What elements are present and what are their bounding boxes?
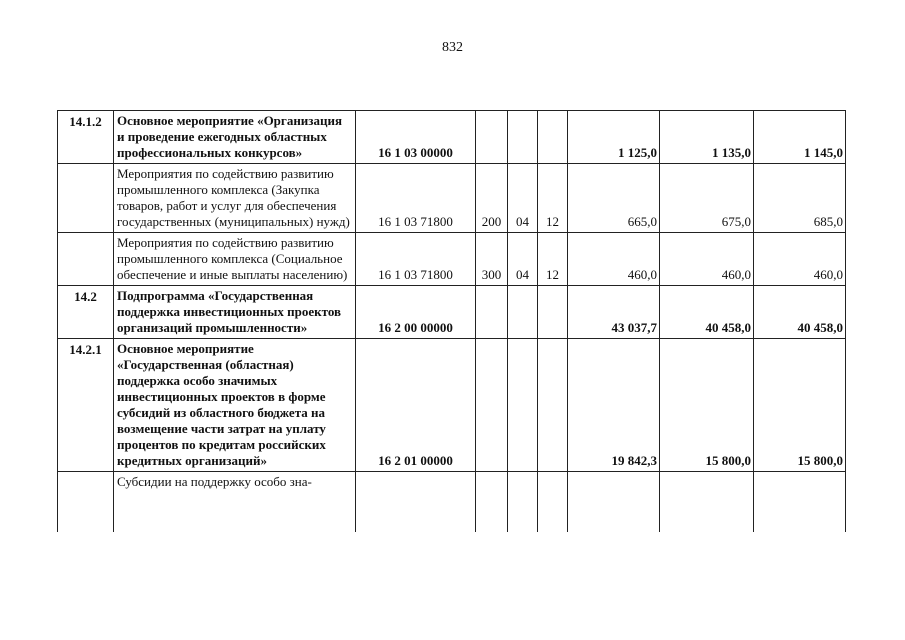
- row-code: 16 1 03 71800: [356, 233, 476, 286]
- row-vr: 300: [476, 233, 508, 286]
- row-year2: 40 458,0: [660, 286, 754, 339]
- table-row: [58, 233, 846, 286]
- row-code: 16 2 00 00000: [356, 286, 476, 339]
- row-year3: 15 800,0: [754, 339, 846, 472]
- row-pr: [538, 472, 568, 533]
- row-code: 16 2 01 00000: [356, 339, 476, 472]
- row-pr: 12: [538, 233, 568, 286]
- row-vr: [476, 286, 508, 339]
- row-name: Мероприятия по содействию развитию промышленного комплекса (Социальное обеспечение и иные выплаты населению): [114, 233, 356, 286]
- row-year1: 19 842,3: [568, 339, 660, 472]
- table-row: [58, 164, 846, 233]
- row-year2: [660, 472, 754, 533]
- table-row: [58, 286, 846, 339]
- table-row: [58, 111, 846, 164]
- row-year3: 685,0: [754, 164, 846, 233]
- row-rz: [508, 111, 538, 164]
- table-row: [58, 472, 846, 533]
- row-vr: 200: [476, 164, 508, 233]
- row-year2: 1 135,0: [660, 111, 754, 164]
- row-name: Подпрограмма «Государственная поддержка инвестиционных проектов организаций промышленности»: [114, 286, 356, 339]
- row-rz: [508, 339, 538, 472]
- table-row: [58, 339, 846, 472]
- row-year2: 460,0: [660, 233, 754, 286]
- row-number: 14.2: [58, 286, 114, 339]
- row-name: Субсидии на поддержку особо зна-: [114, 472, 356, 533]
- row-code: 16 1 03 00000: [356, 111, 476, 164]
- row-number: 14.2.1: [58, 339, 114, 472]
- row-code: [356, 472, 476, 533]
- row-year2: 675,0: [660, 164, 754, 233]
- row-year3: [754, 472, 846, 533]
- row-rz: 04: [508, 164, 538, 233]
- row-rz: [508, 472, 538, 533]
- row-rz: [508, 286, 538, 339]
- budget-table: [57, 110, 846, 532]
- row-year3: 460,0: [754, 233, 846, 286]
- row-name: Основное мероприятие «Государственная (областная) поддержка особо значимых инвестиционных проектов в форме субсидий из областного бюджета на возмещение части затрат на уплату процентов по кредитам российских кредитных организаций»: [114, 339, 356, 472]
- row-vr: [476, 339, 508, 472]
- row-number: [58, 164, 114, 233]
- row-pr: 12: [538, 164, 568, 233]
- row-pr: [538, 286, 568, 339]
- row-year2: 15 800,0: [660, 339, 754, 472]
- row-year3: 1 145,0: [754, 111, 846, 164]
- row-year1: 1 125,0: [568, 111, 660, 164]
- row-name: Основное мероприятие «Организация и проведение ежегодных областных профессиональных конкурсов»: [114, 111, 356, 164]
- row-year1: [568, 472, 660, 533]
- row-name: Мероприятия по содействию развитию промышленного комплекса (Закупка товаров, работ и услуг для обеспечения государственных (муниципальных) нужд): [114, 164, 356, 233]
- row-number: [58, 233, 114, 286]
- row-rz: 04: [508, 233, 538, 286]
- row-code: 16 1 03 71800: [356, 164, 476, 233]
- row-vr: [476, 472, 508, 533]
- row-year1: 460,0: [568, 233, 660, 286]
- row-year3: 40 458,0: [754, 286, 846, 339]
- row-year1: 43 037,7: [568, 286, 660, 339]
- row-number: [58, 472, 114, 533]
- row-year1: 665,0: [568, 164, 660, 233]
- row-pr: [538, 111, 568, 164]
- row-number: 14.1.2: [58, 111, 114, 164]
- row-vr: [476, 111, 508, 164]
- page-number: 832: [442, 40, 463, 55]
- row-pr: [538, 339, 568, 472]
